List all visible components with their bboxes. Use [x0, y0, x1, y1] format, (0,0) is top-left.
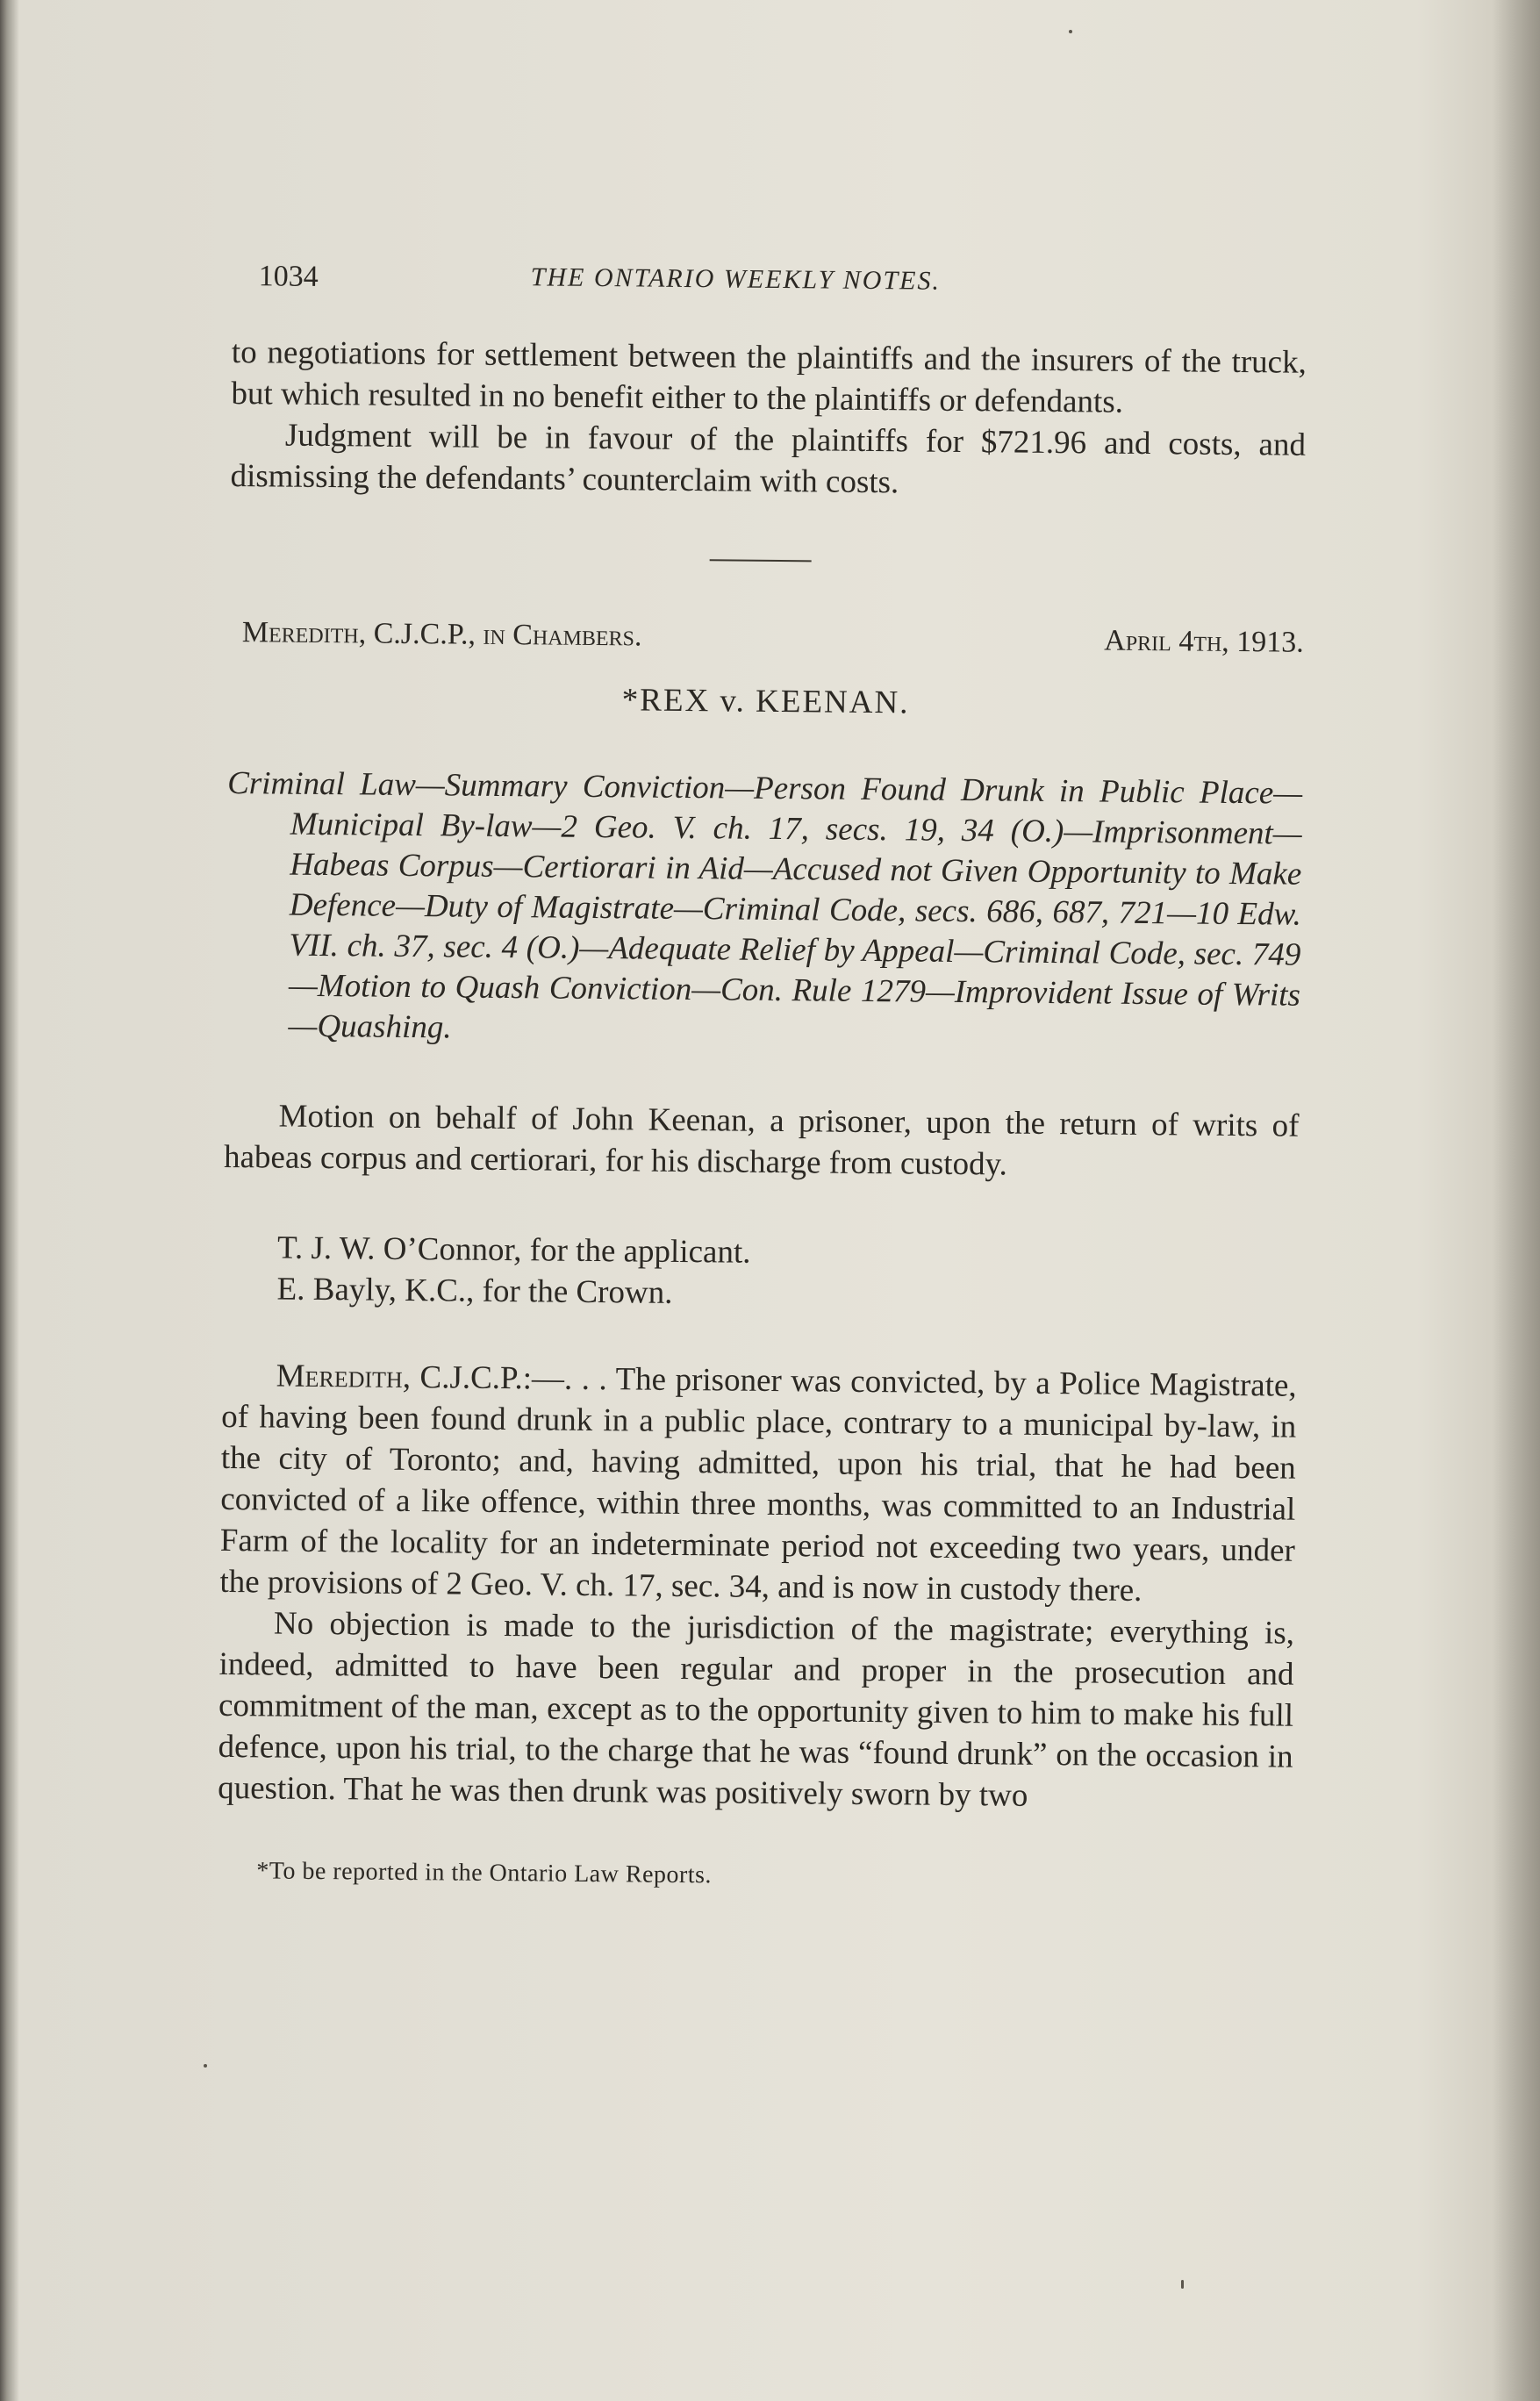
headnote: Criminal Law—Summary Conviction—Person Found Drunk in Public Place—Municipal By-law—2 Geo. V. ch. 17, secs. 19, 34 (O.)—Imprisonment—Habeas Corpus—Certiorari in Aid—Accused not Given Opportunity to Make Defence—Duty of Magistrate—Criminal Code, secs. 686, 687, 721—10 Edw. VII. ch. 37, sec. 4 (O.)—Adequate Relief by Appeal—Criminal Code, sec. 749—Motion to Quash Conviction—Con. Rule 1279—Improvident Issue of Writs—Quashing. [227, 764, 1303, 1046]
judgment-text: . . . The prisoner was convicted, by a Police Magistrate, of having been found drunk in a public place, contrary to a municipal by-law, in the city of Toronto; and, having admitted, upon his trial, that he had been convicted of a like offence, within three months, was committed to an Industrial Farm of the locality for an indeterminate period not exceeding two years, under the provisions of 2 Geo. V. ch. 17, sec. 34, and is now in custody there. [219, 1360, 1297, 1609]
page-edge-shadow [1492, 0, 1540, 2401]
court-name: Meredith, C.J.C.P., in Chambers. [241, 616, 642, 653]
judgment-paragraph [219, 1355, 1297, 1613]
paper-speck [1069, 30, 1072, 33]
journal-title: THE ONTARIO WEEKLY NOTES. [530, 262, 942, 296]
paper-speck [1181, 2280, 1184, 2289]
page-content [217, 253, 1307, 1896]
section-divider [709, 559, 811, 562]
previous-case-continuation: to negotiations for settlement between the plaintiffs and the insurers of the truck, but which resulted in no benefit either to the plaintiffs or defendants. [231, 333, 1307, 420]
running-head [232, 253, 1307, 316]
motion-paragraph: Motion on behalf of John Keenan, a prisoner, upon the return of writs of habeas corpus and certiorari, for his discharge from custody. [223, 1098, 1300, 1183]
counsel-crown: E. Bayly, K.C., for the Crown. [276, 1271, 673, 1311]
paper-speck [204, 2064, 207, 2068]
page-number: 1034 [258, 260, 319, 293]
judgment-speaker: Meredith, C.J.C.P.:— [276, 1358, 565, 1397]
court-line [229, 616, 1304, 669]
footnote: *To be reported in the Ontario Law Reports. [256, 1857, 713, 1889]
decision-date: April 4th, 1913. [1104, 624, 1304, 659]
counsel-list [222, 1227, 1298, 1320]
counsel-applicant: T. J. W. O’Connor, for the applicant. [276, 1229, 751, 1271]
previous-case-judgment: Judgment will be in favour of the plaintiffs for $721.96 and costs, and dismissing the defendants’ counterclaim with costs. [230, 417, 1307, 501]
case-title: *REX v. KEENAN. [621, 682, 910, 721]
judgment-paragraph-2: No objection is made to the jurisdiction of the magistrate; everything is, indeed, admitted to have been regular and proper in the prosecution and commitment of the man, except as to the opportunity given to him to make his full defence, upon his trial, to the charge that he was “found drunk” on the occasion in question. That he was then drunk was positively sworn by two [218, 1605, 1295, 1814]
